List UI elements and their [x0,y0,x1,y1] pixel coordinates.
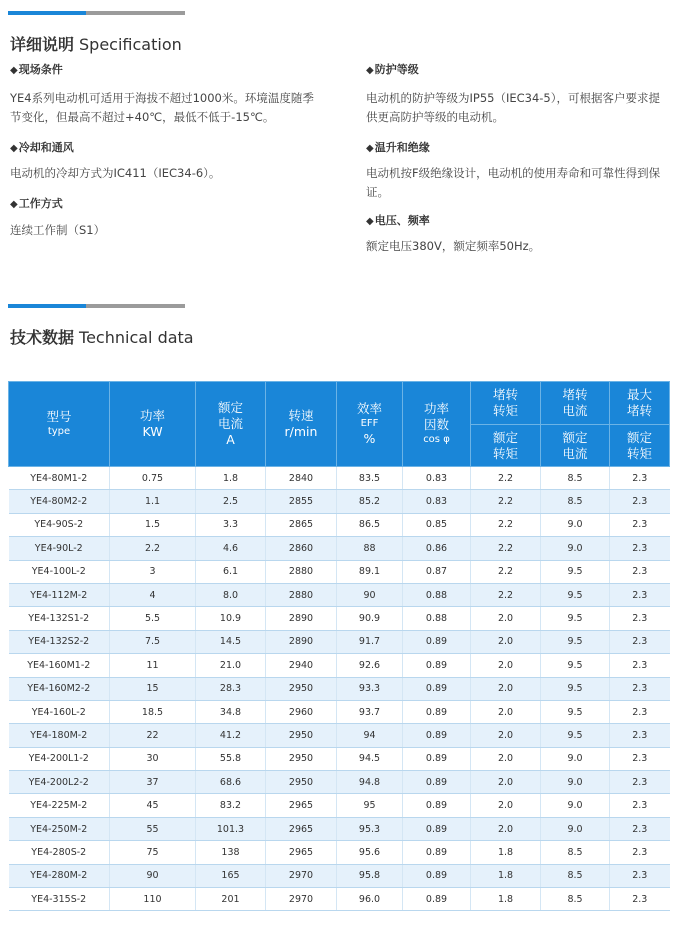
cell-max-torque: 2.3 [610,724,670,747]
cell-type: YE4-225M-2 [9,794,110,817]
cell-efficiency: 95.3 [337,817,403,840]
table-row [9,583,670,606]
cell-power-factor: 0.89 [403,700,471,723]
cell-locked-current: 9.5 [541,724,610,747]
spec-item-heading: ◆电压、频率 [366,214,430,227]
header-locked-current: 堵转 电流 [541,382,610,425]
cell-efficiency: 90.9 [337,607,403,630]
table-row [9,513,670,536]
cell-speed: 2860 [266,537,337,560]
cell-locked-torque: 2.2 [471,560,541,583]
cell-locked-current: 9.0 [541,513,610,536]
cell-power-factor: 0.89 [403,888,471,911]
cell-type: YE4-280S-2 [9,841,110,864]
cell-locked-current: 9.0 [541,771,610,794]
tech-section-title [10,325,194,348]
cell-current: 28.3 [196,677,266,700]
diamond-bullet-icon: ◆ [366,65,374,76]
header-rated-current: 额定 电流 A [196,382,266,467]
cell-efficiency: 95 [337,794,403,817]
cell-current: 4.6 [196,537,266,560]
cell-power: 90 [110,864,196,887]
cell-power: 55 [110,817,196,840]
cell-speed: 2950 [266,724,337,747]
cell-current: 41.2 [196,724,266,747]
cell-locked-torque: 2.0 [471,724,541,747]
cell-locked-current: 9.5 [541,677,610,700]
cell-power-factor: 0.87 [403,560,471,583]
cell-power-factor: 0.83 [403,490,471,513]
cell-current: 165 [196,864,266,887]
cell-locked-current: 8.5 [541,841,610,864]
cell-type: YE4-132S1-2 [9,607,110,630]
cell-efficiency: 94.8 [337,771,403,794]
table-row [9,467,670,490]
cell-type: YE4-280M-2 [9,864,110,887]
cell-locked-torque: 2.2 [471,490,541,513]
cell-efficiency: 91.7 [337,630,403,653]
header-speed: 转速 r/min [266,382,337,467]
cell-speed: 2965 [266,817,337,840]
spec-item-heading: ◆温升和绝缘 [366,141,430,154]
cell-speed: 2950 [266,677,337,700]
cell-current: 83.2 [196,794,266,817]
header-rated-torque-2: 额定 转矩 [610,425,670,467]
diamond-bullet-icon: ◆ [10,143,18,154]
cell-locked-torque: 2.2 [471,583,541,606]
cell-power-factor: 0.89 [403,817,471,840]
spec-item-text: 额定电压380V，额定频率50Hz。 [366,239,541,253]
table-row [9,677,670,700]
table-row [9,841,670,864]
cell-max-torque: 2.3 [610,677,670,700]
cell-locked-torque: 2.2 [471,467,541,490]
cell-current: 201 [196,888,266,911]
cell-power-factor: 0.89 [403,771,471,794]
cell-speed: 2880 [266,583,337,606]
table-row [9,490,670,513]
table-row [9,630,670,653]
spec-item-text: 连续工作制（S1） [10,223,106,237]
cell-locked-current: 9.0 [541,794,610,817]
header-type: 型号 type [9,382,110,467]
cell-type: YE4-160M2-2 [9,677,110,700]
cell-type: YE4-315S-2 [9,888,110,911]
section-divider-bar [8,304,185,308]
cell-locked-torque: 2.0 [471,747,541,770]
cell-locked-torque: 2.2 [471,537,541,560]
cell-current: 1.8 [196,467,266,490]
cell-max-torque: 2.3 [610,747,670,770]
cell-current: 3.3 [196,513,266,536]
tech-title-en: Technical data [79,328,194,347]
cell-power: 11 [110,654,196,677]
cell-locked-torque: 2.0 [471,607,541,630]
spec-left-column [10,63,320,240]
cell-power-factor: 0.85 [403,513,471,536]
cell-locked-torque: 2.0 [471,817,541,840]
cell-type: YE4-132S2-2 [9,630,110,653]
cell-efficiency: 96.0 [337,888,403,911]
cell-locked-current: 8.5 [541,467,610,490]
cell-power: 22 [110,724,196,747]
cell-power-factor: 0.89 [403,677,471,700]
cell-max-torque: 2.3 [610,771,670,794]
cell-locked-torque: 2.0 [471,700,541,723]
cell-power: 1.1 [110,490,196,513]
spec-item-text: 电动机按F级绝缘设计，电动机的使用寿命和可靠性得到保证。 [366,166,661,199]
cell-speed: 2965 [266,841,337,864]
spec-item-text: 电动机的防护等级为IP55（IEC34-5），可根据客户要求提供更高防护等级的电动机。 [366,91,660,124]
cell-speed: 2970 [266,864,337,887]
diamond-bullet-icon: ◆ [10,199,18,210]
cell-type: YE4-90L-2 [9,537,110,560]
cell-current: 138 [196,841,266,864]
cell-locked-torque: 2.2 [471,513,541,536]
cell-power-factor: 0.88 [403,607,471,630]
spec-item-heading: ◆工作方式 [10,197,63,210]
cell-locked-current: 8.5 [541,864,610,887]
cell-locked-torque: 1.8 [471,864,541,887]
table-row [9,747,670,770]
cell-locked-torque: 2.0 [471,630,541,653]
cell-locked-current: 9.5 [541,560,610,583]
cell-type: YE4-112M-2 [9,583,110,606]
diamond-bullet-icon: ◆ [366,216,374,227]
cell-locked-torque: 2.0 [471,794,541,817]
cell-locked-current: 9.5 [541,654,610,677]
cell-power-factor: 0.89 [403,630,471,653]
cell-power: 18.5 [110,700,196,723]
cell-speed: 2950 [266,747,337,770]
cell-locked-current: 9.0 [541,537,610,560]
cell-locked-torque: 2.0 [471,654,541,677]
table-row [9,654,670,677]
cell-power-factor: 0.89 [403,794,471,817]
cell-type: YE4-80M1-2 [9,467,110,490]
cell-locked-current: 9.5 [541,700,610,723]
spec-right-column [366,63,671,256]
cell-power: 45 [110,794,196,817]
cell-max-torque: 2.3 [610,490,670,513]
cell-power-factor: 0.89 [403,864,471,887]
table-row [9,864,670,887]
cell-locked-current: 9.0 [541,747,610,770]
cell-efficiency: 86.5 [337,513,403,536]
cell-speed: 2855 [266,490,337,513]
technical-data-table [8,381,670,911]
header-efficiency: 效率 EFF % [337,382,403,467]
cell-efficiency: 88 [337,537,403,560]
cell-efficiency: 93.7 [337,700,403,723]
cell-power-factor: 0.89 [403,841,471,864]
cell-current: 55.8 [196,747,266,770]
cell-max-torque: 2.3 [610,607,670,630]
cell-type: YE4-250M-2 [9,817,110,840]
cell-max-torque: 2.3 [610,794,670,817]
cell-type: YE4-160M1-2 [9,654,110,677]
cell-current: 2.5 [196,490,266,513]
table-row [9,607,670,630]
section-divider-bar [8,11,185,15]
cell-locked-torque: 2.0 [471,771,541,794]
table-row [9,537,670,560]
cell-max-torque: 2.3 [610,537,670,560]
cell-speed: 2965 [266,794,337,817]
cell-current: 14.5 [196,630,266,653]
cell-locked-torque: 1.8 [471,888,541,911]
cell-efficiency: 83.5 [337,467,403,490]
cell-locked-current: 8.5 [541,490,610,513]
cell-speed: 2865 [266,513,337,536]
cell-max-torque: 2.3 [610,864,670,887]
cell-current: 10.9 [196,607,266,630]
cell-locked-torque: 1.8 [471,841,541,864]
cell-type: YE4-100L-2 [9,560,110,583]
cell-max-torque: 2.3 [610,583,670,606]
tech-title-cn: 技术数据 [10,328,75,347]
cell-power: 37 [110,771,196,794]
cell-locked-current: 8.5 [541,888,610,911]
cell-speed: 2950 [266,771,337,794]
cell-power: 5.5 [110,607,196,630]
cell-power: 3 [110,560,196,583]
cell-max-torque: 2.3 [610,467,670,490]
header-power: 功率 KW [110,382,196,467]
cell-max-torque: 2.3 [610,817,670,840]
cell-locked-current: 9.0 [541,817,610,840]
cell-max-torque: 2.3 [610,700,670,723]
cell-power: 7.5 [110,630,196,653]
cell-max-torque: 2.3 [610,513,670,536]
cell-power: 75 [110,841,196,864]
diamond-bullet-icon: ◆ [10,65,18,76]
cell-speed: 2840 [266,467,337,490]
cell-power-factor: 0.86 [403,537,471,560]
cell-efficiency: 94 [337,724,403,747]
cell-efficiency: 95.8 [337,864,403,887]
cell-efficiency: 92.6 [337,654,403,677]
cell-speed: 2880 [266,560,337,583]
cell-power: 0.75 [110,467,196,490]
cell-efficiency: 94.5 [337,747,403,770]
header-rated-current-2: 额定 电流 [541,425,610,467]
cell-efficiency: 85.2 [337,490,403,513]
table-row [9,560,670,583]
cell-power: 110 [110,888,196,911]
cell-type: YE4-90S-2 [9,513,110,536]
spec-title-cn: 详细说明 [10,35,75,54]
spec-title-en: Specification [79,35,182,54]
header-locked-torque: 堵转 转矩 [471,382,541,425]
cell-locked-torque: 2.0 [471,677,541,700]
cell-type: YE4-160L-2 [9,700,110,723]
cell-max-torque: 2.3 [610,654,670,677]
cell-power: 2.2 [110,537,196,560]
cell-type: YE4-80M2-2 [9,490,110,513]
table-row [9,817,670,840]
spec-item-heading: ◆防护等级 [366,63,419,76]
cell-efficiency: 89.1 [337,560,403,583]
cell-power-factor: 0.89 [403,724,471,747]
cell-type: YE4-180M-2 [9,724,110,747]
cell-locked-current: 9.5 [541,630,610,653]
cell-max-torque: 2.3 [610,630,670,653]
cell-type: YE4-200L1-2 [9,747,110,770]
header-rated-torque: 额定 转矩 [471,425,541,467]
cell-power: 1.5 [110,513,196,536]
cell-speed: 2970 [266,888,337,911]
spec-item-text: YE4系列电动机可适用于海拔不超过1000米。环境温度随季节变化，但最高不超过+40℃，最低不低于-15℃。 [10,91,314,124]
cell-efficiency: 90 [337,583,403,606]
table-row [9,794,670,817]
cell-max-torque: 2.3 [610,841,670,864]
cell-current: 6.1 [196,560,266,583]
spec-item-heading: ◆现场条件 [10,63,63,76]
cell-speed: 2960 [266,700,337,723]
table-row [9,888,670,911]
cell-speed: 2890 [266,630,337,653]
spec-item-text: 电动机的冷却方式为IC411（IEC34-6）。 [10,166,221,180]
cell-current: 68.6 [196,771,266,794]
cell-current: 34.8 [196,700,266,723]
table-row [9,724,670,747]
cell-max-torque: 2.3 [610,560,670,583]
cell-current: 8.0 [196,583,266,606]
cell-current: 101.3 [196,817,266,840]
cell-type: YE4-200L2-2 [9,771,110,794]
cell-power-factor: 0.89 [403,747,471,770]
cell-power-factor: 0.88 [403,583,471,606]
spec-item-heading: ◆冷却和通风 [10,141,74,154]
cell-locked-current: 9.5 [541,607,610,630]
spec-section-title [10,32,182,55]
cell-power: 15 [110,677,196,700]
cell-power-factor: 0.83 [403,467,471,490]
cell-max-torque: 2.3 [610,888,670,911]
cell-current: 21.0 [196,654,266,677]
table-row [9,771,670,794]
table-row [9,700,670,723]
cell-speed: 2890 [266,607,337,630]
cell-efficiency: 93.3 [337,677,403,700]
cell-efficiency: 95.6 [337,841,403,864]
cell-power: 30 [110,747,196,770]
cell-speed: 2940 [266,654,337,677]
diamond-bullet-icon: ◆ [366,143,374,154]
cell-locked-current: 9.5 [541,583,610,606]
cell-power-factor: 0.89 [403,654,471,677]
header-power-factor: 功率 因数 cos φ [403,382,471,467]
cell-power: 4 [110,583,196,606]
header-max-torque: 最大 堵转 [610,382,670,425]
